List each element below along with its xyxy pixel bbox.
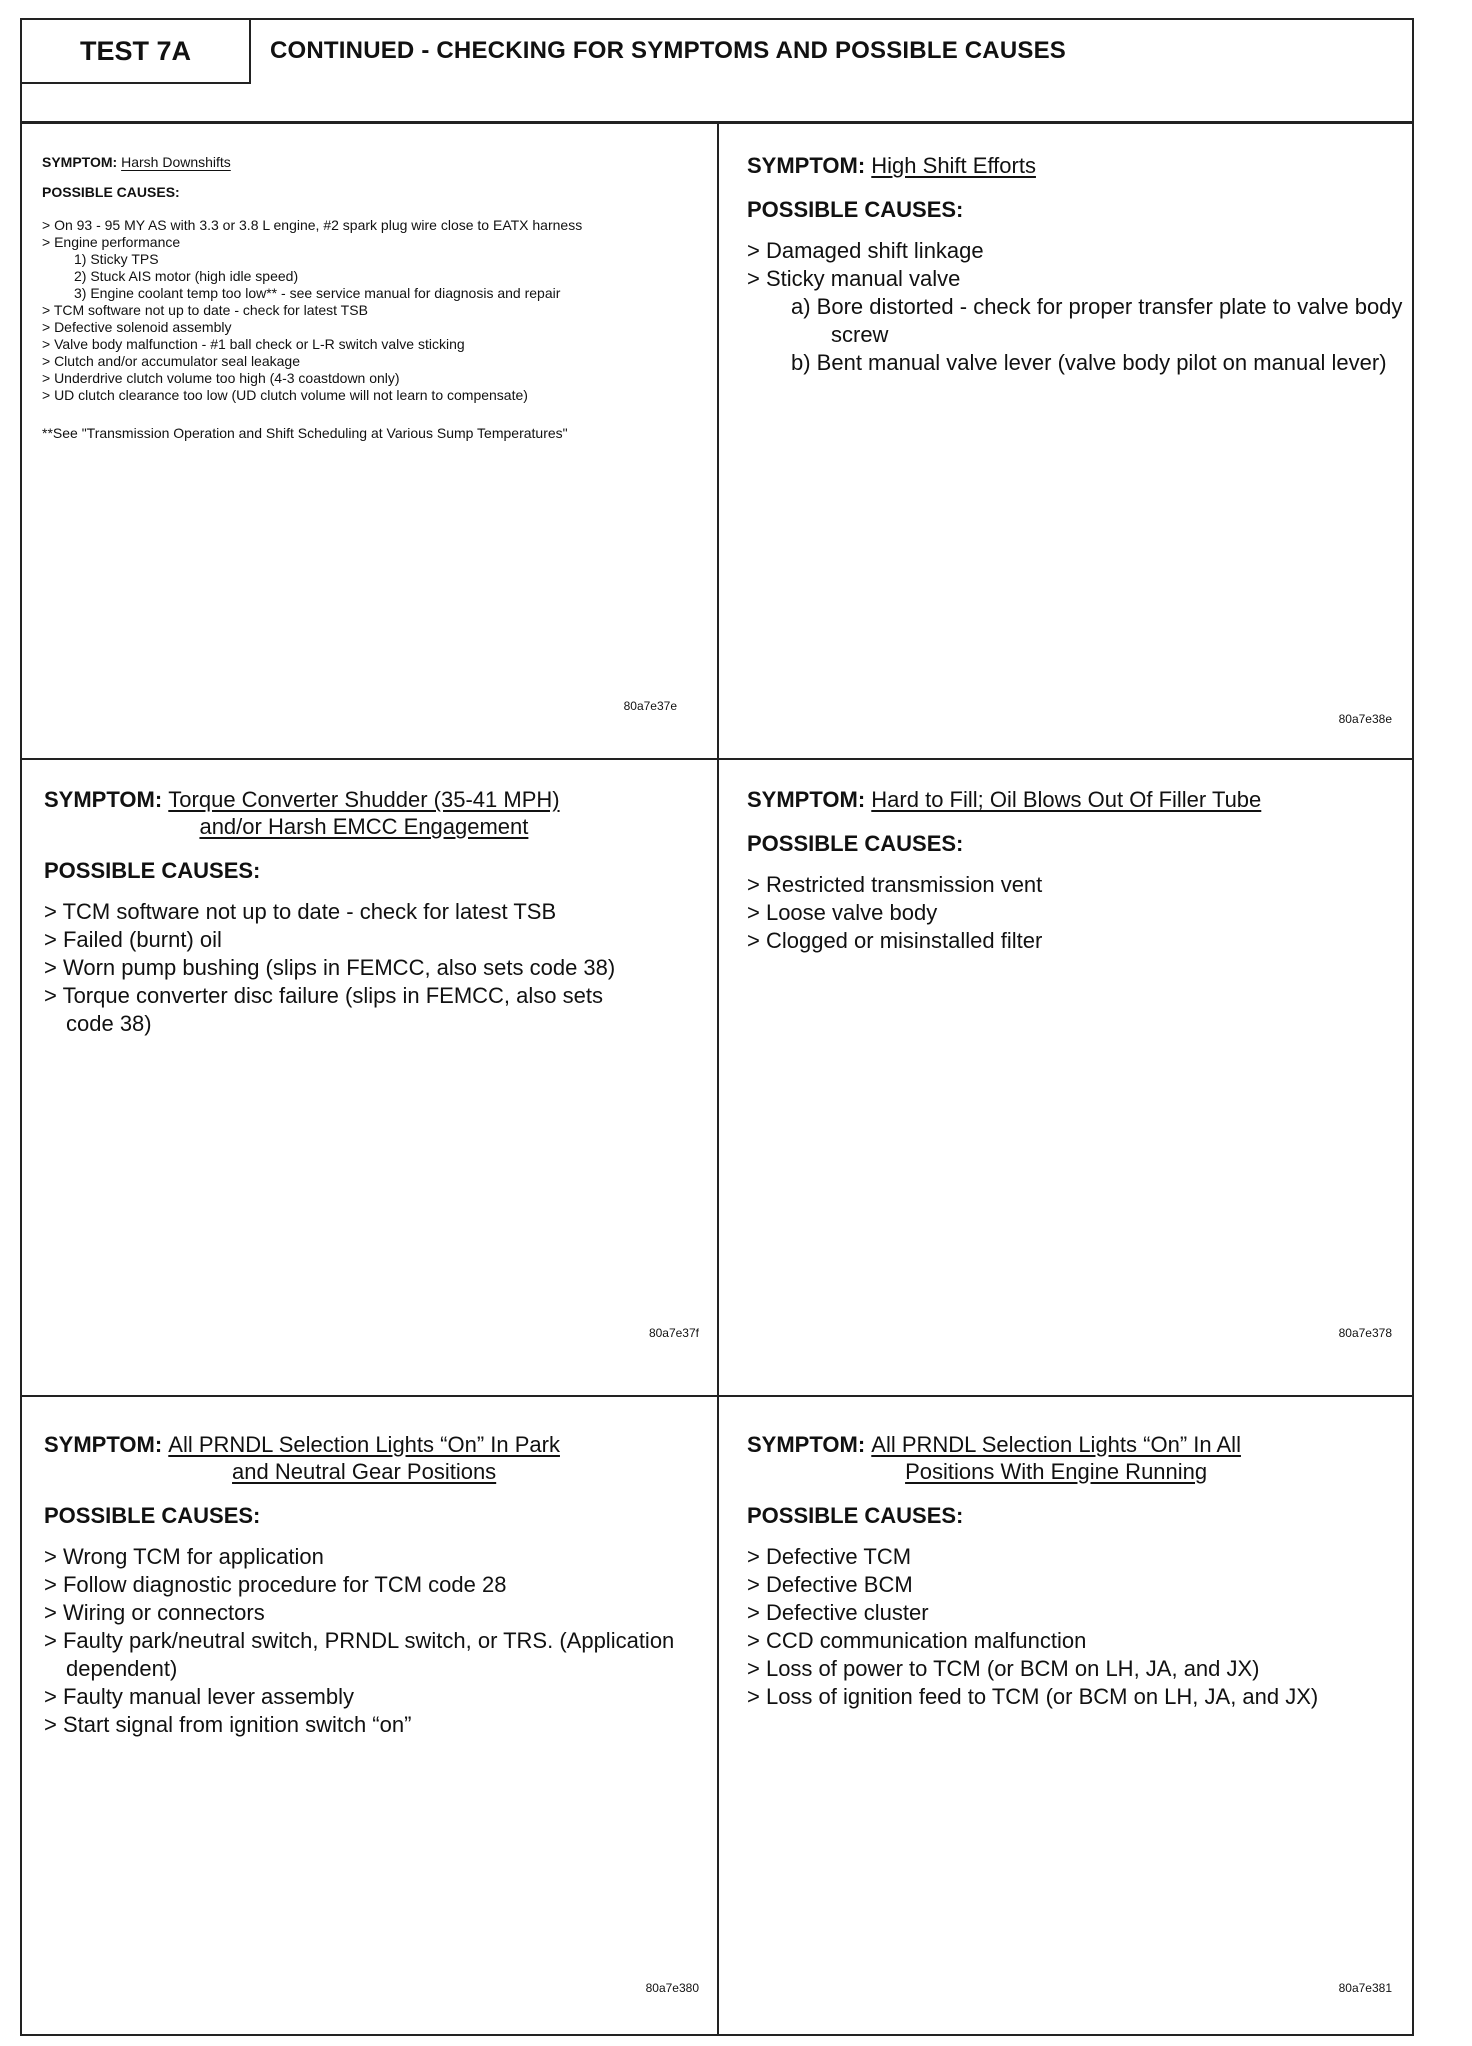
cause-item (42, 234, 682, 302)
figure-id: 80a7e38e (1338, 712, 1392, 726)
symptom-label: SYMPTOM: (747, 787, 866, 812)
page-header (22, 20, 1412, 124)
sub-cause-item: a) Bore distorted - check for proper transfer plate to valve body screw (791, 294, 1403, 347)
symptom-panel-prndl-park-neutral (44, 1431, 704, 2026)
symptom-text: All PRNDL Selection Lights “On” In All (871, 1432, 1241, 1457)
symptom-label: SYMPTOM: (44, 1432, 163, 1457)
page-frame (20, 18, 1414, 2036)
cause-item: > TCM software not up to date - check for latest TSB (42, 302, 368, 318)
cause-item: > Defective cluster (747, 1600, 929, 1625)
cause-item: > Damaged shift linkage (747, 238, 984, 263)
cause-text: > Sticky manual valve (747, 266, 961, 291)
symptom-heading (44, 786, 704, 840)
symptom-label: SYMPTOM: (747, 153, 866, 178)
cause-item: > Follow diagnostic procedure for TCM code 28 (44, 1572, 507, 1597)
symptom-heading (747, 1431, 1407, 1485)
causes-list (44, 898, 704, 1038)
symptom-label: SYMPTOM: (42, 154, 118, 170)
cause-item: > UD clutch clearance too low (UD clutch volume will not learn to compensate) (42, 387, 528, 403)
symptom-text: Torque Converter Shudder (35-41 MPH) (168, 787, 560, 812)
footnote: **See "Transmission Operation and Shift Scheduling at Various Sump Temperatures" (42, 425, 568, 441)
possible-causes-label: POSSIBLE CAUSES: (747, 831, 964, 856)
cause-item: > Torque converter disc failure (slips in FEMCC, also sets code 38) (44, 983, 603, 1036)
symptom-heading (42, 154, 682, 170)
symptom-panel-harsh-downshifts (42, 154, 682, 754)
row-divider (22, 1395, 1412, 1397)
page-title: CONTINUED - CHECKING FOR SYMPTOMS AND POSSIBLE CAUSES (270, 37, 1066, 64)
sub-cause-item: b) Bent manual valve lever (valve body pilot on manual lever) (791, 350, 1387, 375)
cause-item: > Failed (burnt) oil (44, 927, 222, 952)
figure-id: 80a7e381 (1338, 1981, 1392, 1995)
cause-item: > Clogged or misinstalled filter (747, 928, 1043, 953)
symptom-text-block (168, 1431, 560, 1485)
cause-text: > Engine performance (42, 234, 181, 250)
symptom-heading (44, 1431, 704, 1485)
causes-list (747, 1543, 1407, 1711)
symptom-text: Hard to Fill; Oil Blows Out Of Filler Tube (871, 787, 1262, 812)
cause-item: > Wiring or connectors (44, 1600, 265, 1625)
row-divider (22, 758, 1412, 760)
symptom-text: All PRNDL Selection Lights “On” In Park (168, 1432, 560, 1457)
causes-list (747, 871, 1407, 955)
symptom-heading (747, 152, 1407, 179)
sub-cause-item: 3) Engine coolant temp too low** - see service manual for diagnosis and repair (74, 285, 561, 301)
possible-causes-label: POSSIBLE CAUSES: (747, 1503, 964, 1528)
symptom-panel-hard-to-fill (747, 786, 1407, 1386)
cause-item (747, 265, 1407, 377)
symptom-label: SYMPTOM: (747, 1432, 866, 1457)
figure-id: 80a7e37e (623, 699, 677, 713)
symptom-panel-torque-converter-shudder (44, 786, 704, 1386)
causes-list (44, 1543, 704, 1739)
cause-item: > Loss of ignition feed to TCM (or BCM on LH, JA, and JX) (747, 1684, 1319, 1709)
symptom-grid (22, 124, 1412, 2034)
symptom-text: and/or Harsh EMCC Engagement (199, 814, 529, 839)
possible-causes-label: POSSIBLE CAUSES: (44, 1503, 261, 1528)
cause-item: > Wrong TCM for application (44, 1544, 324, 1569)
cause-item: > Defective TCM (747, 1544, 912, 1569)
cause-item: > Clutch and/or accumulator seal leakage (42, 353, 300, 369)
cause-item: > Faulty manual lever assembly (44, 1684, 354, 1709)
symptom-text-block (871, 1431, 1241, 1485)
figure-id: 80a7e378 (1338, 1326, 1392, 1340)
causes-list (42, 217, 682, 404)
cause-item: > Loose valve body (747, 900, 938, 925)
symptom-panel-prndl-all-positions (747, 1431, 1407, 2026)
cause-item: > Defective solenoid assembly (42, 319, 232, 335)
sub-cause-item: 2) Stuck AIS motor (high idle speed) (74, 268, 299, 284)
cause-item: > Faulty park/neutral switch, PRNDL switch, or TRS. (Application dependent) (44, 1628, 675, 1681)
symptom-text-block (168, 786, 559, 840)
cause-item: > Restricted transmission vent (747, 872, 1043, 897)
symptom-panel-high-shift-efforts (747, 152, 1407, 752)
symptom-text: Harsh Downshifts (121, 154, 231, 170)
symptom-label: SYMPTOM: (44, 787, 163, 812)
possible-causes-label: POSSIBLE CAUSES: (42, 184, 180, 200)
cause-item: > Defective BCM (747, 1572, 913, 1597)
cause-item: > On 93 - 95 MY AS with 3.3 or 3.8 L engine, #2 spark plug wire close to EATX harness (42, 217, 583, 233)
symptom-heading (747, 786, 1407, 813)
possible-causes-label: POSSIBLE CAUSES: (44, 858, 261, 883)
cause-item: > CCD communication malfunction (747, 1628, 1087, 1653)
column-divider (717, 124, 719, 2034)
cause-item: > Underdrive clutch volume too high (4-3 coastdown only) (42, 370, 400, 386)
sub-cause-item: 1) Sticky TPS (74, 251, 159, 267)
figure-id: 80a7e380 (645, 1981, 699, 1995)
symptom-text: High Shift Efforts (871, 153, 1036, 178)
symptom-text: and Neutral Gear Positions (232, 1459, 497, 1484)
cause-item: > Valve body malfunction - #1 ball check or L-R switch valve sticking (42, 336, 465, 352)
possible-causes-label: POSSIBLE CAUSES: (747, 197, 964, 222)
cause-item: > Start signal from ignition switch “on” (44, 1712, 412, 1737)
test-label: TEST 7A (22, 20, 251, 84)
causes-list (747, 237, 1407, 377)
cause-item: > Loss of power to TCM (or BCM on LH, JA, and JX) (747, 1656, 1260, 1681)
cause-item: > TCM software not up to date - check for latest TSB (44, 899, 557, 924)
figure-id: 80a7e37f (648, 1326, 699, 1340)
symptom-text: Positions With Engine Running (905, 1459, 1208, 1484)
cause-item: > Worn pump bushing (slips in FEMCC, also sets code 38) (44, 955, 616, 980)
